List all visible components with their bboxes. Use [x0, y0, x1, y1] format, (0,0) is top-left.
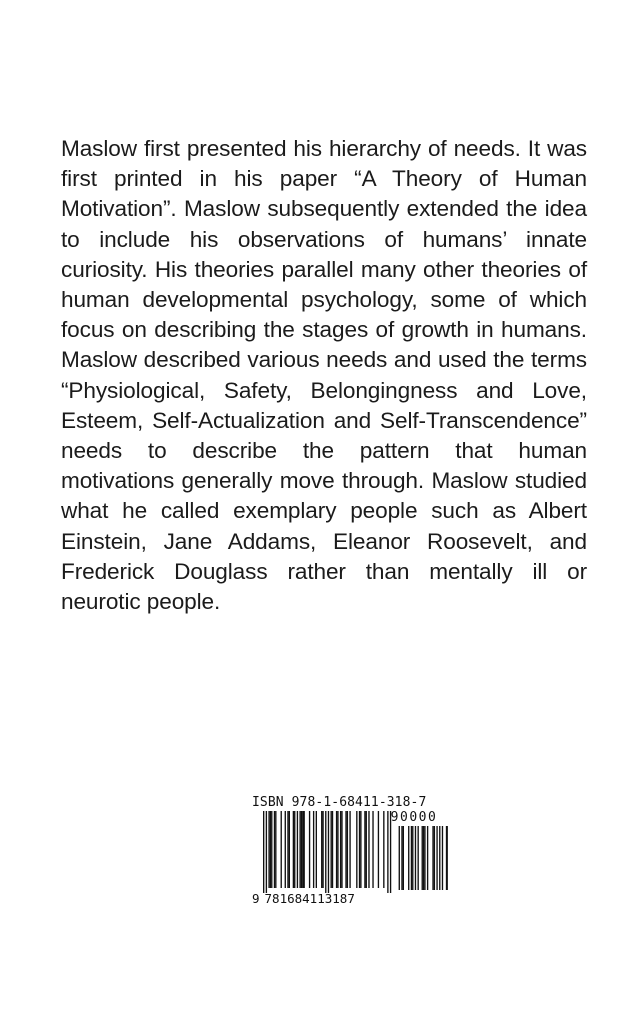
barcode-bar	[332, 811, 333, 888]
barcode-bar	[321, 811, 322, 888]
barcode-bar	[331, 811, 332, 888]
barcode-remaining-digits: 781684113187	[264, 891, 355, 906]
barcode-bar	[316, 811, 317, 888]
barcode-bar	[301, 811, 302, 888]
barcode-bar	[287, 811, 288, 888]
barcode-bar	[360, 811, 361, 888]
barcode-bar	[427, 826, 428, 890]
barcode-bar	[304, 811, 305, 888]
barcode-bar	[364, 811, 365, 888]
barcode-bar	[446, 826, 447, 890]
barcode-bar	[442, 826, 443, 890]
barcode-bar	[403, 826, 404, 890]
barcode-bar	[271, 811, 272, 888]
barcode-bar	[432, 826, 433, 890]
barcode-bar	[285, 811, 286, 888]
barcode-bar	[372, 811, 373, 888]
barcode-bar	[263, 811, 264, 893]
barcode-bar	[325, 811, 326, 893]
barcode-bar	[309, 811, 310, 888]
barcode-bar	[447, 826, 448, 890]
barcode-bar	[293, 811, 294, 888]
barcode-bar	[436, 826, 437, 890]
barcode-bar	[439, 826, 440, 890]
barcode-bar	[347, 811, 348, 888]
barcode-bar	[401, 826, 402, 890]
isbn-number: ISBN 978-1-68411-318-7	[252, 795, 427, 810]
barcode-bar	[274, 811, 275, 888]
barcode-bar	[345, 811, 346, 888]
barcode-bar	[412, 826, 413, 890]
barcode-bar	[336, 811, 337, 888]
barcode-bar	[399, 826, 400, 890]
barcode-bar	[266, 811, 267, 893]
barcode-first-digit: 9	[252, 891, 260, 906]
isbn-barcode	[252, 796, 448, 912]
barcode-bar	[408, 826, 409, 890]
barcode-bar	[411, 826, 412, 890]
barcode-bar	[424, 826, 425, 890]
price-code: 90000	[390, 810, 438, 825]
barcode-bar	[297, 811, 298, 888]
barcode-bar	[366, 811, 367, 888]
barcode-bar	[337, 811, 338, 888]
barcode-bar	[356, 811, 357, 888]
barcode-bar	[359, 811, 360, 888]
barcode-bar	[422, 826, 423, 890]
barcode-bar	[268, 811, 269, 888]
barcode-digits	[252, 892, 355, 906]
barcode-bar	[340, 811, 341, 888]
barcode-bar	[368, 811, 369, 888]
barcode-bar	[418, 826, 419, 890]
barcode-bar	[302, 811, 303, 888]
barcode-bar	[322, 811, 323, 888]
barcode-bar	[299, 811, 300, 888]
barcode-bar	[341, 811, 342, 888]
barcode-bar	[289, 811, 290, 888]
barcode-bar	[349, 811, 350, 888]
barcode-bar	[423, 826, 424, 890]
barcode-bar	[313, 811, 314, 888]
barcode-bar	[415, 826, 416, 890]
barcode-bar	[270, 811, 271, 888]
barcode-bar	[328, 811, 329, 893]
barcode-bar	[378, 811, 379, 888]
barcode-bar	[294, 811, 295, 888]
barcode-bar	[281, 811, 282, 888]
back-cover-blurb: Maslow first presented his hierarchy of needs. It was first printed in his paper “A Theory of Human Motivation”. Maslow subsequently extended the idea to include his observations of humans’ innate curiosity. His theories parallel many other theories of human developmental psychology, some of which focus on describing the stages of growth in humans. Maslow described various needs and used the terms “Physiological, Safety, Belongingness and Love, Esteem, Self-Actualization and Self-Transcendence” needs to describe the pattern that human motivations generally move through. Maslow studied what he called exemplary people such as Albert Einstein, Jane Addams, Eleanor Roosevelt, and Frederick Douglass rather than mentally ill or neurotic people.	[61, 136, 587, 615]
barcode-bar	[275, 811, 276, 888]
barcode-bar	[434, 826, 435, 890]
